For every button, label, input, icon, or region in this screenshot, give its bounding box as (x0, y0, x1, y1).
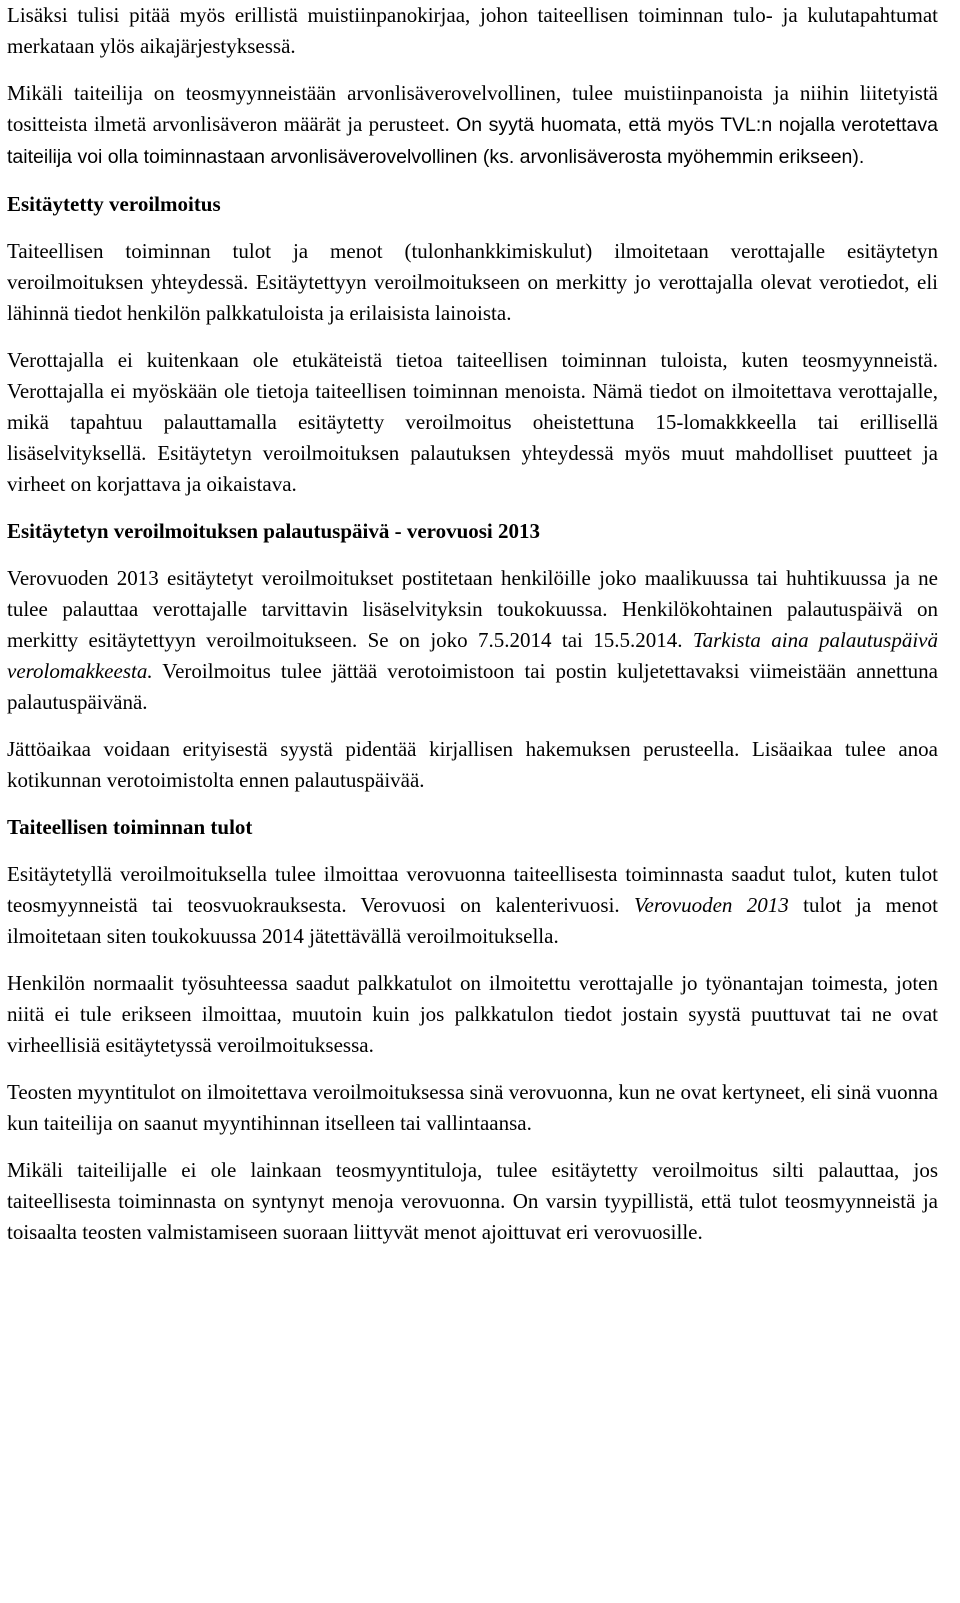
paragraph-arvonlisavero (7, 78, 938, 173)
paragraph-verottajan-tiedot: Verottajalla ei kuitenkaan ole etukäteistä tietoa taiteellisen toiminnan tuloista, kuten teosmyynneistä. Verottajalla ei myöskään ole tietoja taiteellisen toiminnan menoista. Nämä tiedot on ilmoitettava verottajalle, mikä tapahtuu palauttamalla esitäytetty veroilmoitus oheistettuna 15-lomakkkeella tai erillisellä lisäselvityksellä. Esitäytetyn veroilmoituksen palautuksen yhteydessä myös muut mahdolliset puutteet ja virheet on korjattava ja oikaistava. (7, 348, 938, 496)
heading-taiteellisen-toiminnan-tulot: Taiteellisen toiminnan tulot (7, 815, 253, 839)
paragraph-palautus-tail: Veroilmoitus tulee jättää verotoimistoon tai postin kuljetettavaksi viimeistään annettuna palautuspäivänä. (7, 659, 938, 714)
paragraph-ilmoitettavat-tulot (7, 859, 938, 952)
paragraph-jattoaika: Jättöaikaa voidaan erityisestä syystä pidentää kirjallisen hakemuksen perusteella. Lisäaikaa tulee anoa kotikunnan verotoimistolta ennen palautuspäivää. (7, 737, 938, 792)
paragraph-palautus-text: Verovuoden 2013 esitäytetyt veroilmoitukset postitetaan henkilöille joko maalikuussa tai huhtikuussa ja ne tulee palauttaa verottajalle tarvittavin lisäselvityksin toukokuussa. Henkilökohtainen palautuspäivä on merkitty esitäytettyyn veroilmoitukseen. Se on joko 7.5.2014 tai 15.5.2014. (7, 566, 938, 652)
paragraph-tulot-ja-menot: Taiteellisen toiminnan tulot ja menot (tulonhankkimiskulut) ilmoitetaan verottajalle esitäytetyn veroilmoituksen yhteydessä. Esitäytettyyn veroilmoitukseen on merkitty jo verottajalla olevat verotiedot, eli lähinnä tiedot henkilön palkkatuloista ja erilaisista lainoista. (7, 239, 938, 325)
heading-palautuspaiva: Esitäytetyn veroilmoituksen palautuspäivä - verovuosi 2013 (7, 519, 541, 543)
paragraph-muistiinpanokirja: Lisäksi tulisi pitää myös erillistä muistiinpanokirjaa, johon taiteellisen toiminnan tulo- ja kulutapahtumat merkataan ylös aikajärjestyksessä. (7, 3, 938, 58)
paragraph-tulot-tail: tulot ja menot ilmoitetaan siten toukokuussa 2014 jätettävällä veroilmoituksella. (7, 893, 939, 948)
document-page (7, 0, 938, 1248)
paragraph-ei-teosmyyntituloja: Mikäli taiteilijalle ei ole lainkaan teosmyyntituloja, tulee esitäytetty veroilmoitus silti palauttaa, jos taiteellisesta toiminnasta on syntynyt menoja verovuonna. On varsin tyypillistä, että tulot teosmyynneistä ja toisaalta teosten valmistamiseen suoraan liittyvät menot ajoittuvat eri verovuosille. (7, 1158, 938, 1244)
paragraph-arvonlisavero-note: On syytä huomata, että myös TVL:n nojalla verotettava taiteilija voi olla toiminnastaan arvonlisäverovelvollinen (ks. arvonlisäverosta myöhemmin erikseen). (7, 114, 938, 168)
paragraph-palkkatulot: Henkilön normaalit työsuhteessa saadut palkkatulot on ilmoitettu verottajalle jo työnantajan toimesta, joten niitä ei tule erikseen ilmoittaa, muutoin kuin jos palkkatulon tiedot jostain syystä puuttuvat tai ne ovat virheellisiä esitäytetyssä veroilmoituksessa. (7, 971, 938, 1057)
paragraph-tulot-emphasis: Verovuoden 2013 (634, 893, 789, 917)
paragraph-tulot-text: Esitäytetyllä veroilmoituksella tulee ilmoittaa verovuonna taiteellisesta toiminnasta saadut tulot, kuten tulot teosmyynneistä tai teosvuokrauksesta. Verovuosi on kalenterivuosi. (7, 862, 938, 917)
paragraph-palautus-emphasis: Tarkista aina palautuspäivä verolomakkeesta. (7, 628, 938, 683)
paragraph-arvonlisavero-text: Mikäli taiteilija on teosmyynneistään arvonlisäverovelvollinen, tulee muistiinpanoista ja niihin liitetyistä tositteista ilmetä arvonlisäveron määrät ja perusteet. (7, 81, 938, 136)
paragraph-myyntitulot: Teosten myyntitulot on ilmoitettava veroilmoituksessa sinä verovuonna, kun ne ovat kertyneet, eli sinä vuonna kun taiteilija on saanut myyntihinnan itselleen tai vallintaansa. (7, 1080, 938, 1135)
paragraph-palautus-aikataulu (7, 563, 938, 718)
heading-esitaytetty-veroilmoitus: Esitäytetty veroilmoitus (7, 192, 221, 216)
